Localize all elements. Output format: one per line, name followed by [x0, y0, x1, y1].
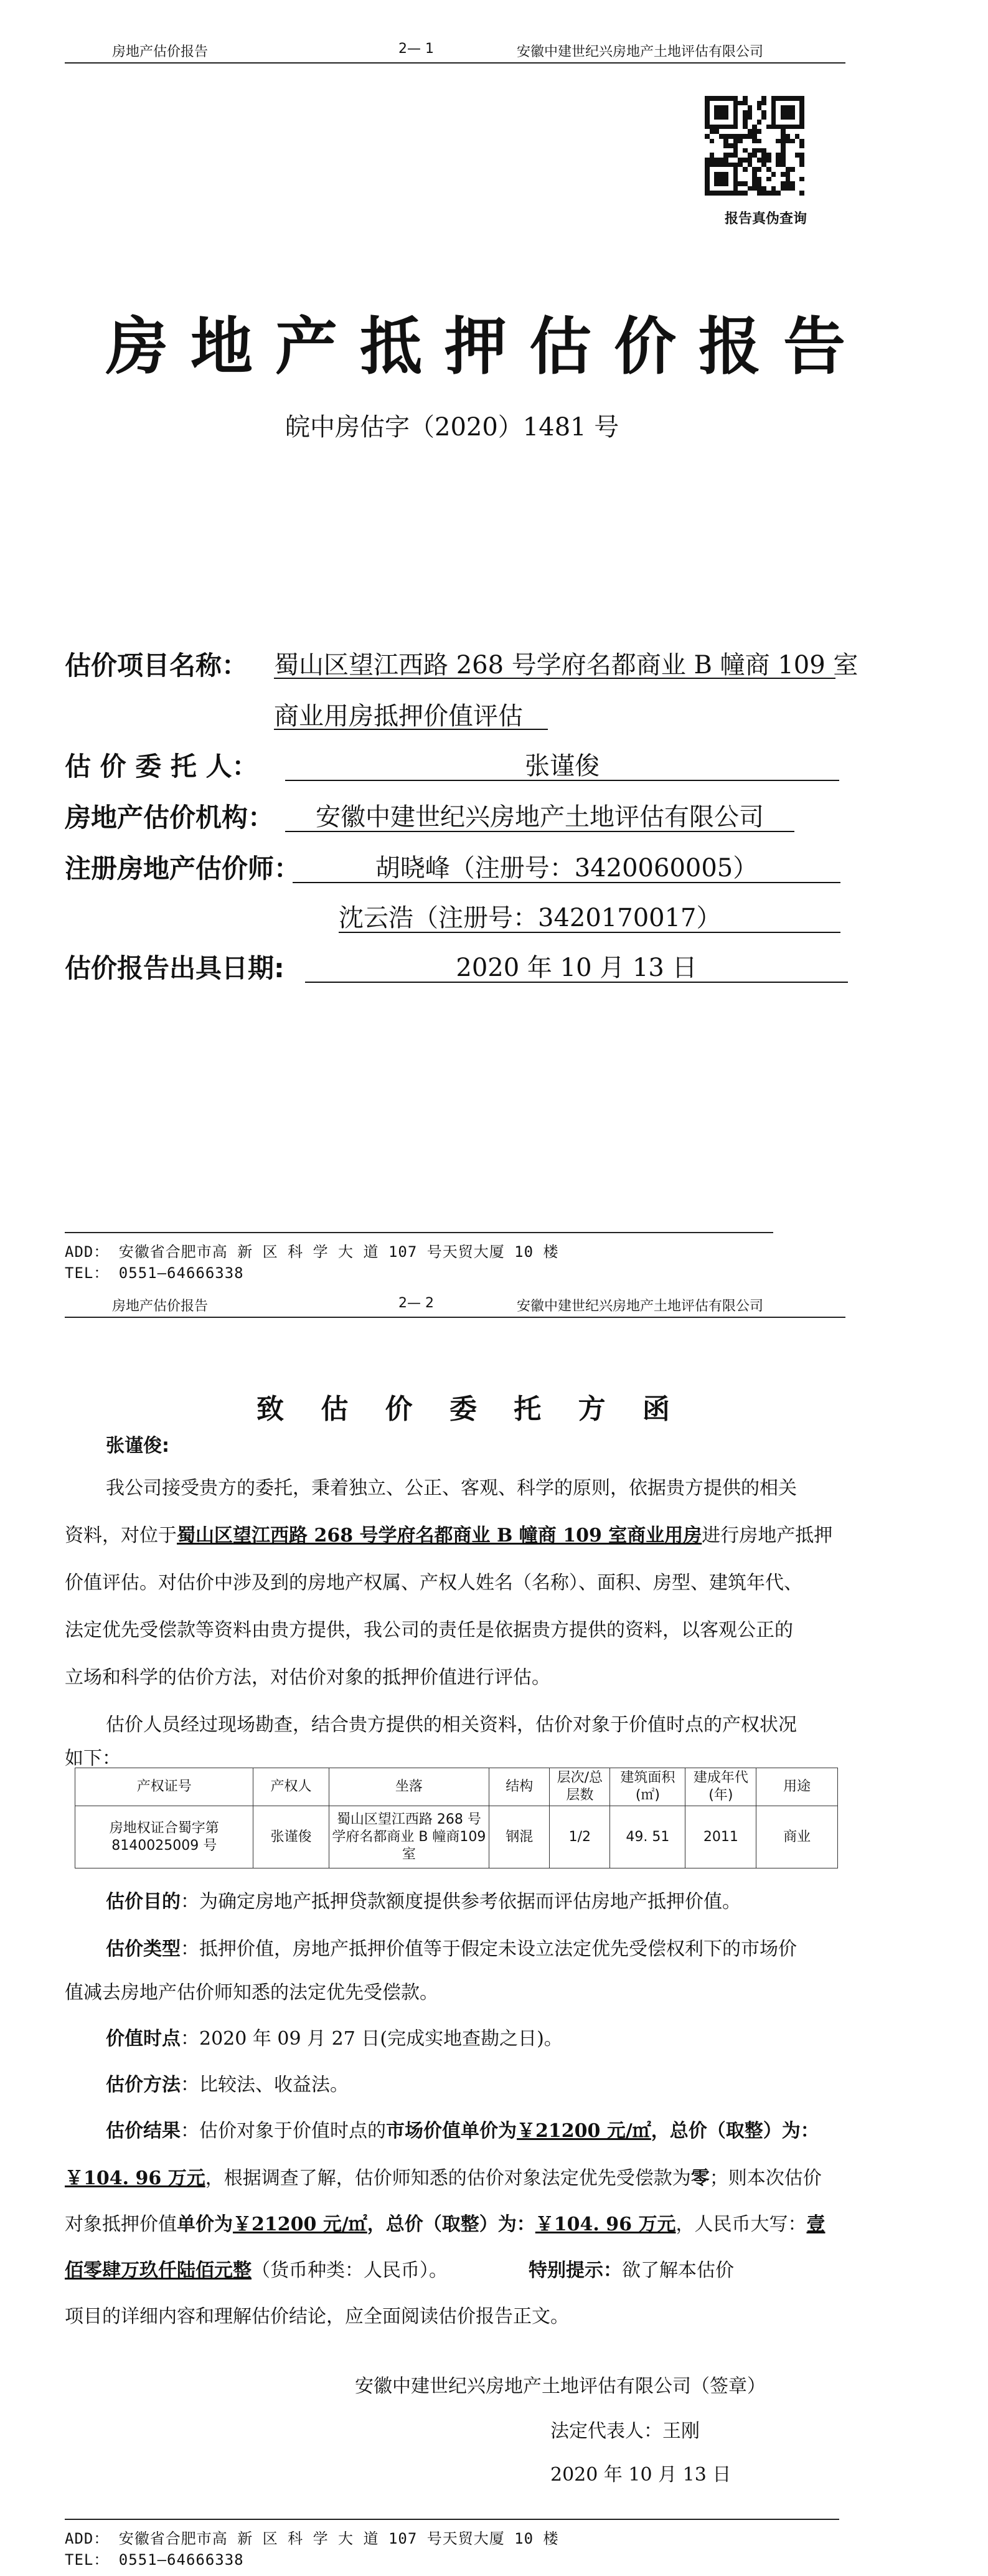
- purpose-text: ：为确定房地产抵押贷款额度提供参考依据而评估房地产抵押价值。: [181, 1891, 741, 1913]
- result-text: 单价为: [177, 2214, 233, 2235]
- header-rule: [65, 62, 845, 64]
- unit-price: ￥21200 元/㎡: [517, 2120, 651, 2142]
- currency-note: （货币种类：人民币）。: [252, 2260, 448, 2281]
- paragraph-2-line-1: 估价人员经过现场勘查，结合贵方提供的相关资料，估价对象于价值时点的产权状况: [106, 1714, 797, 1736]
- result-text: ；则本次估价: [709, 2167, 822, 2189]
- appraiser-label: 注册房地产估价师：: [65, 853, 301, 884]
- total-price: ￥104. 96 万元: [65, 2167, 205, 2189]
- qr-code-icon[interactable]: [705, 96, 804, 196]
- table-header: 层次/总层数: [550, 1768, 610, 1806]
- table-header: 建筑面积(㎡): [610, 1768, 685, 1806]
- project-label: 估价项目名称：: [65, 650, 248, 681]
- value-time-label: 价值时点: [106, 2028, 181, 2050]
- type-label: 估价类型: [106, 1938, 181, 1960]
- method-text: ：比较法、收益法。: [181, 2074, 349, 2096]
- paragraph-1-line-5: 立场和科学的估价方法，对估价对象的抵押价值进行评估。: [65, 1667, 550, 1688]
- result-text: ，: [651, 2120, 670, 2142]
- table-cell: 49. 51: [610, 1806, 685, 1868]
- header-left: 房地产估价报告: [112, 44, 209, 60]
- result-line-3: [65, 2201, 825, 2248]
- table-header: 坐落: [329, 1768, 489, 1806]
- special-note-label: 特别提示：: [529, 2260, 622, 2281]
- paragraph-1-line-2: [65, 1512, 832, 1560]
- issue-date: 2020 年 10 月 13 日: [305, 948, 848, 983]
- result-text: 市场价值单价为: [386, 2120, 517, 2142]
- client-value: 张谨俊: [285, 746, 839, 781]
- paragraph-1-line-1: 我公司接受贵方的委托，秉着独立、公正、客观、科学的原则，依据贵方提供的相关: [106, 1477, 797, 1499]
- header-right: 安徽中建世纪兴房地产土地评估有限公司: [517, 44, 764, 60]
- letter-title: 致 估 价 委 托 方 函: [256, 1393, 684, 1425]
- header-page-number: 2— 1: [398, 41, 434, 57]
- result-text: 总价（取整）为：: [669, 2120, 819, 2142]
- mortgage-total-price: ￥104. 96 万元: [535, 2214, 676, 2235]
- result-text: ，: [367, 2214, 386, 2235]
- type-line-2: 值减去房地产估价师知悉的法定优先受偿款。: [65, 1982, 438, 2004]
- purpose-label: 估价目的: [106, 1891, 181, 1913]
- mortgage-unit-price: ￥21200 元/㎡: [233, 2214, 367, 2235]
- footer-rule: [65, 2519, 839, 2520]
- result-label: 估价结果: [106, 2120, 181, 2142]
- type-line-1: [106, 1926, 797, 1973]
- result-line-5: 项目的详细内容和理解估价结论，应全面阅读估价报告正文。: [65, 2306, 569, 2327]
- table-cell: 房地权证合蜀字第8140025009 号: [75, 1806, 253, 1868]
- priority-claims: 零: [690, 2167, 710, 2189]
- table-header: 建成年代(年): [685, 1768, 756, 1806]
- result-text: ，根据调查了解，估价师知悉的估价对象法定优先受偿款为: [205, 2167, 691, 2189]
- appraiser-1: 胡晓峰（注册号：3420060005）: [293, 848, 840, 883]
- footer-tel: TEL： 0551—64666338: [65, 1264, 244, 1282]
- header-right: 安徽中建世纪兴房地产土地评估有限公司: [517, 1299, 764, 1314]
- project-value-line1: 蜀山区望江西路 268 号学府名都商业 B 幢商 109 室: [274, 645, 835, 679]
- signature-company: 安徽中建世纪兴房地产土地评估有限公司（签章）: [355, 2375, 766, 2397]
- table-cell: 钢混: [489, 1806, 550, 1868]
- salutation: 张谨俊:: [106, 1435, 169, 1457]
- paragraph-2-line-2: 如下：: [65, 1748, 121, 1769]
- date-label: 估价报告出具日期:: [65, 953, 285, 983]
- appraiser-2: 沈云浩（注册号：3420170017）: [339, 898, 840, 933]
- table-cell: 商业: [756, 1806, 838, 1868]
- report-number: 皖中房估字（2020）1481 号: [285, 413, 619, 442]
- method-label: 估价方法: [106, 2074, 181, 2096]
- footer-address: ADD： 安徽省合肥市高 新 区 科 学 大 道 107 号天贸大厦 10 楼: [65, 1243, 559, 1261]
- paragraph-1-line-4: 法定优先受偿款等资料由贵方提供，我公司的责任是依据贵方提供的资料，以客观公正的: [65, 1619, 793, 1641]
- table-header: 产权人: [253, 1768, 329, 1806]
- table-cell: 蜀山区望江西路 268 号学府名都商业 B 幢商109 室: [329, 1806, 489, 1868]
- header-page-number: 2— 2: [398, 1295, 434, 1311]
- value-time-text: ：2020 年 09 月 27 日(完成实地查勘之日)。: [181, 2028, 563, 2050]
- amount-in-words-start: 壹: [806, 2214, 826, 2235]
- property-address-highlight: 蜀山区望江西路 268 号学府名都商业 B 幢商 109 室商业用房: [177, 1525, 702, 1546]
- signature-date: 2020 年 10 月 13 日: [550, 2464, 732, 2486]
- footer-address: ADD： 安徽省合肥市高 新 区 科 学 大 道 107 号天贸大厦 10 楼: [65, 2530, 559, 2547]
- qr-caption: 报告真伪查询: [725, 211, 807, 227]
- result-line-1: [106, 2108, 819, 2155]
- agency-value: 安徽中建世纪兴房地产土地评估有限公司: [285, 797, 794, 832]
- property-table: [75, 1768, 838, 1868]
- result-text: 总价（取整）为：: [385, 2214, 535, 2235]
- result-text: 对象抵押价值: [65, 2214, 177, 2235]
- para-text: 进行房地产抵押: [702, 1525, 833, 1546]
- purpose-line: [106, 1878, 741, 1926]
- table-row: [75, 1806, 838, 1868]
- report-title: 房地产抵押估价报告: [106, 310, 868, 383]
- result-text: ，人民币大写：: [675, 2214, 807, 2235]
- signature-representative: 法定代表人：王刚: [550, 2420, 700, 2442]
- result-text: ：估价对象于价值时点的: [181, 2120, 386, 2142]
- result-line-2: [65, 2155, 822, 2202]
- table-header: 结构: [489, 1768, 550, 1806]
- table-header-row: [75, 1768, 838, 1806]
- paragraph-1-line-3: 价值评估。对估价中涉及到的房地产权属、产权人姓名（名称）、面积、房型、建筑年代、: [65, 1572, 802, 1594]
- value-time-line: [106, 2015, 563, 2063]
- type-text: ：抵押价值，房地产抵押价值等于假定未设立法定优先受偿权利下的市场价: [181, 1938, 797, 1960]
- table-cell: 张谨俊: [253, 1806, 329, 1868]
- footer-tel: TEL： 0551—64666338: [65, 2551, 244, 2569]
- project-value-line2: 商业用房抵押价值评估: [274, 696, 548, 730]
- special-note-text: 欲了解本估价: [622, 2260, 734, 2281]
- amount-in-words: 佰零肆万玖仟陆佰元整: [65, 2260, 252, 2281]
- header-rule: [65, 1317, 845, 1318]
- table-header: 用途: [756, 1768, 838, 1806]
- result-line-4: [65, 2247, 734, 2294]
- agency-label: 房地产估价机构：: [65, 802, 275, 833]
- table-cell: 1/2: [550, 1806, 610, 1868]
- table-header: 产权证号: [75, 1768, 253, 1806]
- table-cell: 2011: [685, 1806, 756, 1868]
- header-left: 房地产估价报告: [112, 1299, 209, 1314]
- client-label: 估 价 委 托 人：: [65, 751, 258, 782]
- footer-rule: [65, 1232, 773, 1233]
- method-line: [106, 2062, 349, 2109]
- para-text: 资料，对位于: [65, 1525, 177, 1546]
